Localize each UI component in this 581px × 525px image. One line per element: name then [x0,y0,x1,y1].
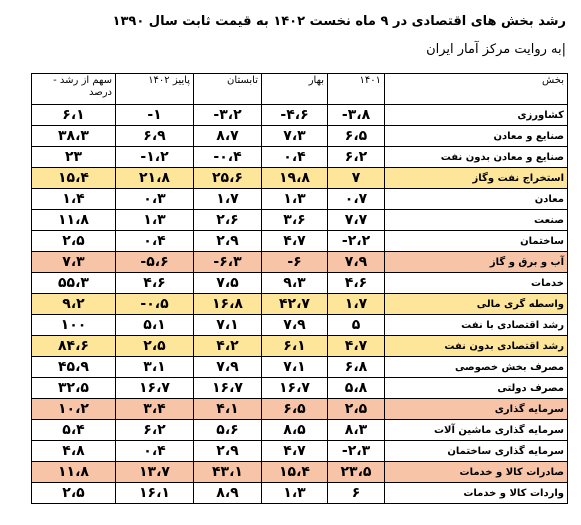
cell-value-1401: -۲،۲ [328,231,385,252]
cell-value-growth-share: ۷،۳ [32,252,116,273]
cell-sector: صنایع و معادن بدون نفت [385,147,568,168]
cell-value-growth-share: ۲،۵ [32,231,116,252]
cell-value-summer: ۲۵،۶ [194,168,262,189]
cell-value-growth-share: ۱۵،۴ [32,168,116,189]
cell-sector: مصرف بخش خصوصی [385,357,568,378]
cell-sector: کشاورزی [385,105,568,126]
cell-value-growth-share: ۲۳ [32,147,116,168]
cell-value-summer: ۲،۶ [194,210,262,231]
header-spring: بهار [262,74,328,105]
cell-value-growth-share: ۵،۴ [32,420,116,441]
cell-value-spring: ۱۹،۸ [262,168,328,189]
header-growth-share: سهم از رشد - درصد [32,74,116,105]
cell-value-spring: -۴،۶ [262,105,328,126]
cell-value-spring: ۱۶،۷ [262,378,328,399]
cell-value-spring: ۱،۳ [262,483,328,504]
header-sector: بخش [385,74,568,105]
table-row [32,399,568,420]
cell-value-spring: ۴۲،۷ [262,294,328,315]
page-title: رشد بخش های اقتصادی در ۹ ماه نخست ۱۴۰۲ به قیمت ثابت سال ۱۳۹۰ [112,14,566,29]
cell-value-summer: ۱،۷ [194,189,262,210]
cell-value-1401: ۶،۸ [328,357,385,378]
cell-value-summer: -۶،۳ [194,252,262,273]
cell-value-summer: ۲،۹ [194,231,262,252]
table-row [32,105,568,126]
cell-value-summer: ۷،۹ [194,357,262,378]
cell-value-summer: ۱۶،۸ [194,294,262,315]
table-row [32,336,568,357]
table-row [32,231,568,252]
cell-value-summer: ۴،۱ [194,399,262,420]
cell-value-autumn: ۱۳،۷ [116,462,194,483]
cell-value-summer: ۱۶،۷ [194,378,262,399]
cell-value-summer: ۵،۶ [194,420,262,441]
cell-value-1401: ۶،۲ [328,147,385,168]
cell-value-1401: ۷،۷ [328,210,385,231]
cell-value-growth-share: ۸۴،۶ [32,336,116,357]
cell-value-growth-share: ۲،۵ [32,483,116,504]
cell-value-1401: ۷ [328,168,385,189]
cell-value-1401: ۷،۹ [328,252,385,273]
cell-value-spring: ۸،۵ [262,420,328,441]
table-row [32,441,568,462]
cell-value-summer: ۴،۲ [194,336,262,357]
table-row [32,378,568,399]
cell-value-spring: ۷،۳ [262,126,328,147]
cell-sector: مصرف دولتی [385,378,568,399]
header-summer: تابستان [194,74,262,105]
cell-sector: رشد اقتصادی با نفت [385,315,568,336]
cell-value-spring: ۱،۳ [262,189,328,210]
cell-value-growth-share: ۳۲،۵ [32,378,116,399]
cell-sector: رشد اقتصادی بدون نفت [385,336,568,357]
cell-value-1401: ۶ [328,483,385,504]
cell-value-spring: -۶ [262,252,328,273]
cell-sector: صنعت [385,210,568,231]
cell-value-autumn: ۰،۴ [116,231,194,252]
cell-value-summer: ۸،۹ [194,483,262,504]
cell-sector: واسطه گری مالی [385,294,568,315]
table-row [32,294,568,315]
cell-value-autumn: ۲۱،۸ [116,168,194,189]
cell-value-autumn: -۱ [116,105,194,126]
cell-value-1401: ۴،۶ [328,273,385,294]
table-row [32,462,568,483]
cell-value-summer: ۲،۹ [194,441,262,462]
cell-value-autumn: ۶،۹ [116,126,194,147]
cell-sector: واردات کالا و خدمات [385,483,568,504]
cell-value-spring: ۴،۷ [262,441,328,462]
cell-value-autumn: ۱،۳ [116,210,194,231]
cell-value-1401: -۲،۳ [328,441,385,462]
cell-value-growth-share: ۱۱،۸ [32,210,116,231]
table-row [32,273,568,294]
table-row [32,252,568,273]
cell-sector: سرمایه گذاری ساختمان [385,441,568,462]
cell-value-summer: ۸،۷ [194,126,262,147]
cell-value-growth-share: ۶،۱ [32,105,116,126]
cell-value-growth-share: ۱۱،۸ [32,462,116,483]
cell-sector: صنایع و معادن [385,126,568,147]
cell-value-spring: ۶،۵ [262,399,328,420]
cell-value-spring: ۷،۹ [262,315,328,336]
cell-value-1401: ۶،۵ [328,126,385,147]
cell-value-spring: ۱۵،۴ [262,462,328,483]
cell-value-spring: ۹،۳ [262,273,328,294]
cell-value-autumn: ۰،۳ [116,189,194,210]
table-row [32,420,568,441]
cell-sector: آب و برق و گاز [385,252,568,273]
table-row [32,126,568,147]
cell-value-summer: ۷،۱ [194,315,262,336]
table-row [32,147,568,168]
cell-value-growth-share: ۱۰۰ [32,315,116,336]
table-row [32,315,568,336]
cell-value-autumn: ۲،۵ [116,336,194,357]
cell-sector: سرمایه گذاری [385,399,568,420]
table-row [32,168,568,189]
cell-value-growth-share: ۱۰،۲ [32,399,116,420]
cell-value-spring: ۳،۶ [262,210,328,231]
cell-value-autumn: ۴،۶ [116,273,194,294]
cell-sector: صادرات کالا و خدمات [385,462,568,483]
cell-value-1401: ۴،۷ [328,336,385,357]
table-row [32,189,568,210]
cell-value-autumn: ۳،۴ [116,399,194,420]
cell-value-growth-share: ۳۸،۳ [32,126,116,147]
cell-value-summer: ۴۳،۱ [194,462,262,483]
cell-value-growth-share: ۱،۴ [32,189,116,210]
table-row [32,357,568,378]
source-caption: |به روایت مرکز آمار ایران [426,42,566,57]
cell-sector: ساختمان [385,231,568,252]
growth-table [31,73,568,504]
cell-value-summer: ۷،۵ [194,273,262,294]
cell-sector: معادن [385,189,568,210]
cell-value-spring: ۴،۷ [262,231,328,252]
header-1401: ۱۴۰۱ [328,74,385,105]
cell-value-growth-share: ۴۵،۹ [32,357,116,378]
cell-value-autumn: ۱۶،۱ [116,483,194,504]
cell-value-autumn: -۰،۵ [116,294,194,315]
cell-value-autumn: ۵،۱ [116,315,194,336]
cell-value-autumn: -۵،۶ [116,252,194,273]
cell-value-autumn: ۳،۱ [116,357,194,378]
cell-value-1401: ۵،۸ [328,378,385,399]
cell-value-autumn: ۰،۴ [116,441,194,462]
cell-value-spring: ۶،۱ [262,336,328,357]
cell-value-summer: -۳،۲ [194,105,262,126]
cell-value-1401: ۱،۷ [328,294,385,315]
cell-value-1401: ۲۳،۵ [328,462,385,483]
table-header-row [32,74,568,105]
cell-value-1401: ۰،۷ [328,189,385,210]
cell-sector: استخراج نفت وگاز [385,168,568,189]
cell-value-summer: -۰،۴ [194,147,262,168]
cell-value-autumn: ۱۶،۷ [116,378,194,399]
cell-value-1401: -۳،۸ [328,105,385,126]
cell-value-growth-share: ۵۵،۳ [32,273,116,294]
cell-value-spring: ۷،۱ [262,357,328,378]
table-row [32,483,568,504]
cell-value-1401: ۵ [328,315,385,336]
cell-sector: سرمایه گذاری ماشین آلات [385,420,568,441]
table-row [32,210,568,231]
cell-value-1401: ۸،۳ [328,420,385,441]
cell-value-autumn: ۶،۲ [116,420,194,441]
cell-value-autumn: -۱،۲ [116,147,194,168]
cell-value-growth-share: ۴،۸ [32,441,116,462]
cell-value-growth-share: ۹،۲ [32,294,116,315]
cell-value-spring: ۰،۴ [262,147,328,168]
header-autumn: پاییز ۱۴۰۲ [116,74,194,105]
cell-sector: خدمات [385,273,568,294]
cell-value-1401: ۲،۵ [328,399,385,420]
